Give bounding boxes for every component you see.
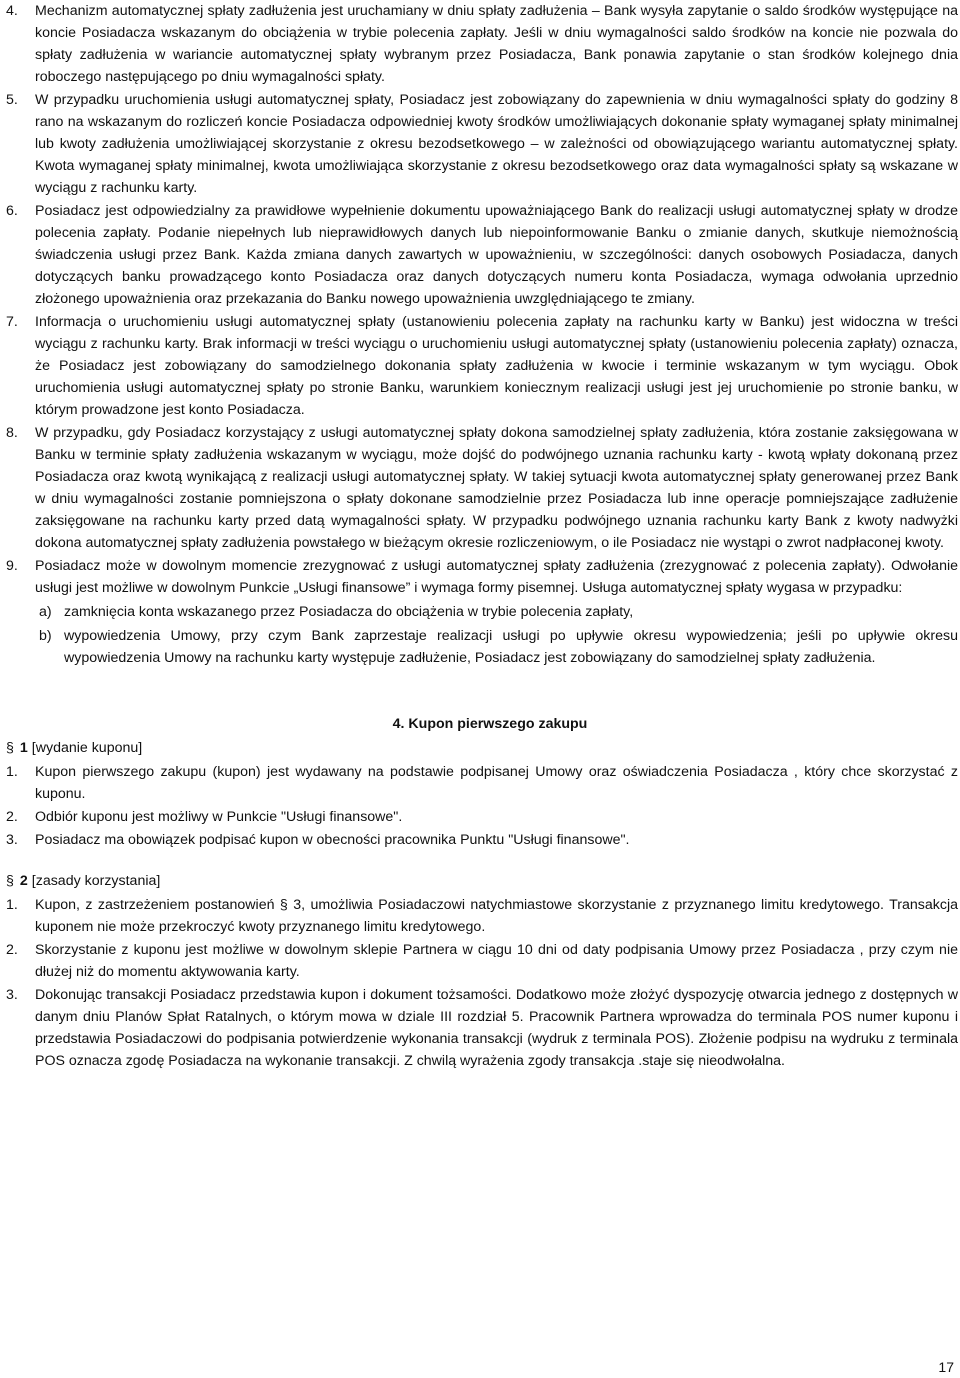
sub-list-item [35,625,960,669]
item-number: 4. [6,3,18,19]
list-item [0,761,960,805]
list-item [0,311,960,421]
item-text: Odbiór kuponu jest możliwy w Punkcie "Usługi finansowe". [35,809,403,825]
list-item [0,806,960,828]
sub-item-letter: a) [39,604,52,620]
list-item [0,555,960,599]
item-number: 9. [6,558,18,574]
item-text: Kupon, z zastrzeżeniem postanowień § 3, umożliwia Posiadaczowi natychmiastowe skorzystanie z przyznanego limitu kredytowego. Transakcja kuponem nie może przekroczyć kwoty przyznanego limitu kredytowego. [35,897,958,935]
section-symbol: § [6,873,14,889]
paragraph-number: 2 [19,873,28,889]
page-number: 17 [938,1359,954,1375]
paragraph-label: [zasady korzystania] [31,873,161,889]
section-symbol: § [6,740,14,756]
item-number: 3. [6,987,18,1003]
paragraph-label: [wydanie kuponu] [31,740,143,756]
item-number: 2. [6,809,18,825]
list-item [0,89,960,199]
item-text: Dokonując transakcji Posiadacz przedstawia kupon i dokument tożsamości. Dodatkowo może złożyć dyspozycję otwarcia jednego z dostępnych w danym dniu Planów Spłat Ratalnych, o którym mowa w dziale III rozdział 5. Pracownik Partnera wprowadza do terminala POS numer kuponu i przedstawia Posiadaczowi do podpisania potwierdzenie wykonania transakcji (wydruk z terminala POS). Złożenie podpisu na wydruku z terminala POS oznacza zgodę Posiadacza na wykonanie transakcji. Z chwilą wyrażenia zgody transakcja .staje się nieodwołalna. [35,987,958,1069]
list-coupon-issue [0,761,960,851]
item-number: 6. [6,203,18,219]
item-text: W przypadku uruchomienia usługi automatycznej spłaty, Posiadacz jest zobowiązany do zapewnienia w dniu wymagalności spłaty do godziny 8 rano na wskazanym do rozliczeń koncie Posiadacza odpowiedniej kwoty środków umożliwiających dokonanie spłaty wymaganej spłaty minimalnej lub kwoty zadłużenia umożliwiającej skorzystanie z okresu bezodsetkowego – w zależności od obowiązującego wariantu automatycznej spłaty. Kwota wymaganej spłaty minimalnej, kwota umożliwiająca skorzystanie z okresu bezodsetkowego oraz data wymagalności spłaty są wskazane w wyciągu z rachunku karty. [35,92,958,196]
paragraph-heading [0,870,960,892]
sub-item-text: zamknięcia konta wskazanego przez Posiadacza do obciążenia w trybie polecenia zapłaty, [64,604,634,620]
item-text: W przypadku, gdy Posiadacz korzystający z usługi automatycznej spłaty dokona samodzielnej spłaty zadłużenia, która zostanie zaksięgowana w Banku w terminie spłaty zadłużenia wskazanym w wyciągu, może dojść do podwójnego uznania rachunku karty - kwotą wpłaty dokonaną przez Posiadacza oraz kwotą wynikającą z realizacji usługi automatycznej spłaty. W takiej sytuacji kwota automatycznej spłaty generowanej przez Bank w dniu wymagalności zostanie pomniejszona o spłaty dokonane samodzielnie przez Posiadacza lub inne operacje pomniejszające zadłużenie zaksięgowane na rachunku karty przed datą wymagalności spłaty. W przypadku podwójnego uznania rachunku karty Bank z kwoty nadwyżki dokona automatycznej spłaty zadłużenia powstałego w bieżącym okresie rozliczeniowym, o ile Posiadacz nie wystąpi o zwrot nadpłaconej kwoty. [35,425,958,551]
item-text: Posiadacz jest odpowiedzialny za prawidłowe wypełnienie dokumentu upoważniającego Bank do realizacji usługi automatycznej spłaty w drodze polecenia zapłaty. Podanie niepełnych lub nieprawidłowych danych lub niepoinformowanie Banku o zmianie danych, skutkuje niemożnością świadczenia usługi przez Bank. Każda zmiana danych zawartych w upoważnieniu, w szczególności: danych osobowych Posiadacza, danych dotyczących banku prowadzącego konto Posiadacza oraz danych dotyczących numeru konta Posiadacza, wymaga odwołania uprzednio złożonego upoważnienia oraz przekazania do Banku nowego upoważnienia uwzględniającego te zmiany. [35,203,958,307]
paragraph-heading [0,737,960,759]
list-item [0,829,960,851]
list-item [0,894,960,938]
item-text: Posiadacz ma obowiązek podpisać kupon w obecności pracownika Punktu "Usługi finansowe". [35,832,630,848]
section-title: 4. Kupon pierwszego zakupu [392,716,588,732]
list-item [0,422,960,554]
item-text: Posiadacz może w dowolnym momencie zrezygnować z usługi automatycznej spłaty zadłużenia (zrezygnować z polecenia zapłaty). Odwołanie usługi jest możliwe w dowolnym Punkcie „Usługi finansowe” i wymaga formy pisemnej. Usługa automatycznej spłaty wygasa w przypadku: [35,558,958,596]
item-number: 1. [6,764,18,780]
sub-item-text: wypowiedzenia Umowy, przy czym Bank zaprzestaje realizacji usługi po upływie okresu wypowiedzenia; jeśli po upływie okresu wypowiedzenia Umowy na rachunku karty występuje zadłużenie, Posiadacz jest zobowiązany do samodzielnej spłaty zadłużenia. [64,628,958,666]
item-number: 3. [6,832,18,848]
list-item [0,939,960,983]
list-item [0,0,960,88]
sub-list-item [35,601,960,623]
list-coupon-rules [0,894,960,1072]
sub-item-letter: b) [39,628,52,644]
item-number: 7. [6,314,18,330]
item-number: 2. [6,942,18,958]
item-number: 1. [6,897,18,913]
paragraph-number: 1 [19,740,28,756]
list-item [0,984,960,1072]
item-text: Kupon pierwszego zakupu (kupon) jest wydawany na podstawie podpisanej Umowy oraz oświadczenia Posiadacza , który chce skorzystać z kuponu. [35,764,958,802]
item-text: Skorzystanie z kuponu jest możliwe w dowolnym sklepie Partnera w ciągu 10 dni od daty podpisania Umowy przez Posiadacza , przy czym nie dłużej niż do momentu aktywowania karty. [35,942,958,980]
item-number: 5. [6,92,18,108]
item-text: Mechanizm automatycznej spłaty zadłużenia jest uruchamiany w dniu spłaty zadłużenia – Bank wysyła zapytanie o saldo środków występujące na koncie Posiadacza wskazanym do obciążenia w trybie polecenia zapłaty. Jeśli w dniu wymagalności saldo środków na koncie nie pozwala do spłaty zadłużenia w wariancie automatycznej spłaty wybranym przez Posiadacza, Bank ponawia zapytanie o stan środków kolejnego dnia roboczego następującego po dniu wymagalności spłaty. [35,3,958,85]
item-text: Informacja o uruchomieniu usługi automatycznej spłaty (ustanowieniu polecenia zapłaty na rachunku karty w Banku) jest widoczna w treści wyciągu z rachunku karty. Brak informacji w treści wyciągu o uruchomieniu usługi automatycznej spłaty (ustanowieniu polecenia zapłaty) oznacza, że Posiadacz jest zobowiązany do samodzielnego dokonania spłaty zadłużenia w kwocie i terminie wskazanym w tym wyciągu. Obok uruchomienia usługi automatycznej spłaty po stronie Banku, warunkiem koniecznym realizacji usługi jest jej uruchomienie po stronie banku, w którym prowadzone jest konto Posiadacza. [35,314,958,418]
list-automatic-repayment [0,0,960,669]
item-number: 8. [6,425,18,441]
list-item [0,200,960,310]
spacer [0,852,960,870]
